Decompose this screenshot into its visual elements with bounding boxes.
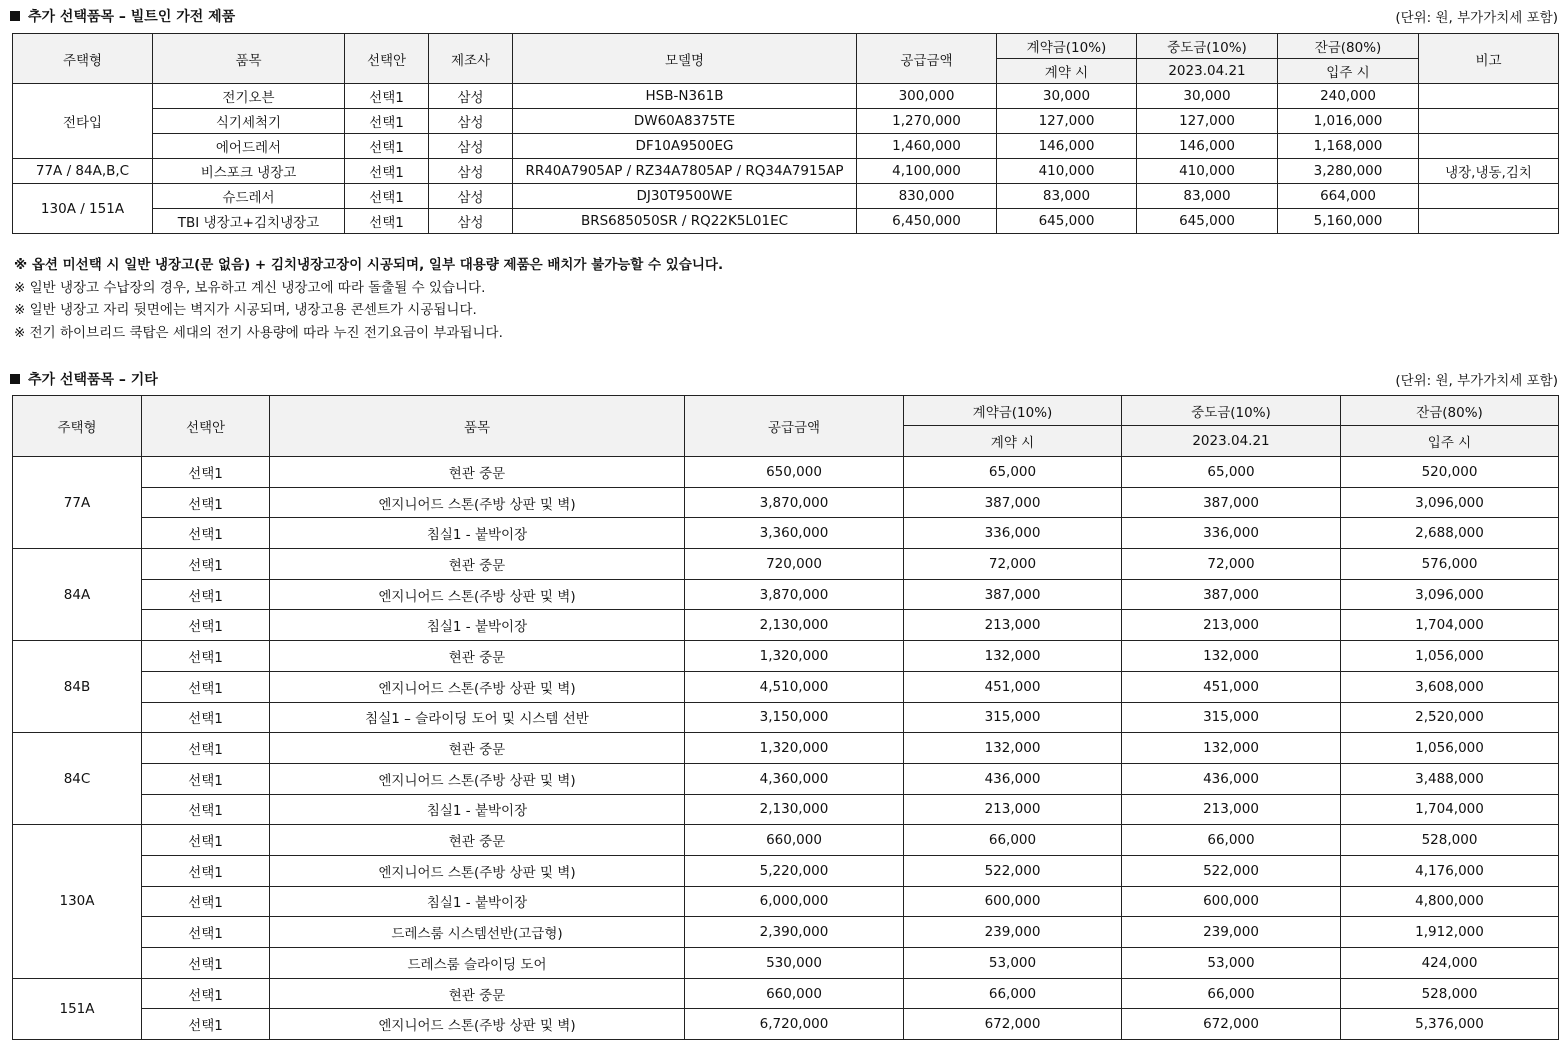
option-cell: 선택1 bbox=[142, 978, 270, 1009]
header-type: 주택형 bbox=[13, 34, 153, 84]
item-cell: 엔지니어드 스톤(주방 상판 및 벽) bbox=[270, 487, 685, 518]
balance-cell: 5,376,000 bbox=[1341, 1009, 1559, 1040]
deposit-cell: 600,000 bbox=[904, 886, 1122, 917]
item-cell: 엔지니어드 스톤(주방 상판 및 벽) bbox=[270, 671, 685, 702]
table-row bbox=[13, 794, 1559, 825]
price-cell: 1,320,000 bbox=[685, 641, 904, 672]
header-option: 선택안 bbox=[345, 34, 429, 84]
notes bbox=[14, 254, 723, 344]
price-cell: 3,360,000 bbox=[685, 518, 904, 549]
table-row bbox=[13, 733, 1559, 764]
item-cell: 침실1 – 슬라이딩 도어 및 시스템 선반 bbox=[270, 702, 685, 733]
item-cell: 현관 중문 bbox=[270, 549, 685, 580]
note-line: ※ 옵션 미선택 시 일반 냉장고(문 없음) + 김치냉장고장이 시공되며, 일부 대용량 제품은 배치가 불가능할 수 있습니다. bbox=[14, 257, 724, 273]
middle-cell: 336,000 bbox=[1122, 518, 1341, 549]
header-item: 품목 bbox=[270, 396, 685, 457]
option-cell: 선택1 bbox=[142, 794, 270, 825]
option-cell: 선택1 bbox=[345, 184, 429, 209]
note-cell bbox=[1419, 134, 1559, 159]
price-cell: 2,130,000 bbox=[685, 794, 904, 825]
item-cell: 침실1 - 붙박이장 bbox=[270, 518, 685, 549]
item-cell: 침실1 - 붙박이장 bbox=[270, 794, 685, 825]
header-price: 공급금액 bbox=[685, 396, 904, 457]
deposit-cell: 239,000 bbox=[904, 917, 1122, 948]
price-cell: 2,390,000 bbox=[685, 917, 904, 948]
item-cell: 침실1 - 붙박이장 bbox=[270, 886, 685, 917]
middle-cell: 213,000 bbox=[1122, 610, 1341, 641]
header-balance-sub: 입주 시 bbox=[1341, 426, 1559, 457]
middle-cell: 83,000 bbox=[1137, 184, 1278, 209]
item-cell: 드레스룸 시스템선반(고급형) bbox=[270, 917, 685, 948]
middle-cell: 127,000 bbox=[1137, 109, 1278, 134]
header-balance: 잔금(80%) bbox=[1341, 396, 1559, 426]
middle-cell: 387,000 bbox=[1122, 579, 1341, 610]
table-row bbox=[13, 159, 1559, 184]
middle-cell: 146,000 bbox=[1137, 134, 1278, 159]
option-cell: 선택1 bbox=[142, 518, 270, 549]
table-row bbox=[13, 978, 1559, 1009]
option-cell: 선택1 bbox=[142, 549, 270, 580]
deposit-cell: 127,000 bbox=[997, 109, 1137, 134]
middle-cell: 132,000 bbox=[1122, 641, 1341, 672]
model-cell: DJ30T9500WE bbox=[513, 184, 857, 209]
middle-cell: 66,000 bbox=[1122, 978, 1341, 1009]
balance-cell: 240,000 bbox=[1278, 84, 1419, 109]
note-cell bbox=[1419, 209, 1559, 234]
balance-cell: 664,000 bbox=[1278, 184, 1419, 209]
table-row bbox=[13, 184, 1559, 209]
balance-cell: 520,000 bbox=[1341, 457, 1559, 488]
option-cell: 선택1 bbox=[142, 671, 270, 702]
option-cell: 선택1 bbox=[142, 487, 270, 518]
price-cell: 3,150,000 bbox=[685, 702, 904, 733]
middle-cell: 30,000 bbox=[1137, 84, 1278, 109]
model-cell: DW60A8375TE bbox=[513, 109, 857, 134]
price-cell: 3,870,000 bbox=[685, 579, 904, 610]
deposit-cell: 336,000 bbox=[904, 518, 1122, 549]
option-cell: 선택1 bbox=[142, 825, 270, 856]
other-options-table bbox=[12, 395, 1559, 1040]
deposit-cell: 66,000 bbox=[904, 825, 1122, 856]
option-cell: 선택1 bbox=[142, 1009, 270, 1040]
balance-cell: 424,000 bbox=[1341, 948, 1559, 979]
table-row bbox=[13, 579, 1559, 610]
middle-cell: 410,000 bbox=[1137, 159, 1278, 184]
option-cell: 선택1 bbox=[142, 579, 270, 610]
item-cell: 드레스룸 슬라이딩 도어 bbox=[270, 948, 685, 979]
balance-cell: 3,608,000 bbox=[1341, 671, 1559, 702]
header-balance: 잔금(80%) bbox=[1278, 34, 1419, 59]
table-row bbox=[13, 886, 1559, 917]
option-cell: 선택1 bbox=[345, 134, 429, 159]
deposit-cell: 53,000 bbox=[904, 948, 1122, 979]
house-type-cell: 130A bbox=[13, 825, 142, 978]
option-cell: 선택1 bbox=[142, 641, 270, 672]
section1-title-text: 추가 선택품목 – 빌트인 가전 제품 bbox=[28, 9, 236, 25]
model-cell: HSB-N361B bbox=[513, 84, 857, 109]
middle-cell: 53,000 bbox=[1122, 948, 1341, 979]
item-cell: 엔지니어드 스톤(주방 상판 및 벽) bbox=[270, 579, 685, 610]
table-row bbox=[13, 1009, 1559, 1040]
item-cell: 슈드레서 bbox=[153, 184, 345, 209]
square-bullet-icon bbox=[10, 11, 20, 21]
house-type-cell: 151A bbox=[13, 978, 142, 1039]
option-cell: 선택1 bbox=[142, 610, 270, 641]
balance-cell: 1,168,000 bbox=[1278, 134, 1419, 159]
header-middle: 중도금(10%) bbox=[1137, 34, 1278, 59]
option-cell: 선택1 bbox=[345, 209, 429, 234]
middle-cell: 132,000 bbox=[1122, 733, 1341, 764]
table-row bbox=[13, 457, 1559, 488]
price-cell: 4,100,000 bbox=[857, 159, 997, 184]
item-cell: 현관 중문 bbox=[270, 978, 685, 1009]
price-cell: 660,000 bbox=[685, 978, 904, 1009]
balance-cell: 1,912,000 bbox=[1341, 917, 1559, 948]
header-middle: 중도금(10%) bbox=[1122, 396, 1341, 426]
balance-cell: 1,704,000 bbox=[1341, 794, 1559, 825]
middle-cell: 66,000 bbox=[1122, 825, 1341, 856]
price-cell: 720,000 bbox=[685, 549, 904, 580]
option-cell: 선택1 bbox=[142, 702, 270, 733]
table-row bbox=[13, 134, 1559, 159]
maker-cell: 삼성 bbox=[429, 134, 513, 159]
balance-cell: 4,800,000 bbox=[1341, 886, 1559, 917]
price-cell: 650,000 bbox=[685, 457, 904, 488]
header-deposit: 계약금(10%) bbox=[997, 34, 1137, 59]
house-type-cell: 전타입 bbox=[13, 84, 153, 159]
option-cell: 선택1 bbox=[142, 917, 270, 948]
table-row bbox=[13, 84, 1559, 109]
note-cell: 냉장,냉동,김치 bbox=[1419, 159, 1559, 184]
price-cell: 3,870,000 bbox=[685, 487, 904, 518]
option-cell: 선택1 bbox=[345, 159, 429, 184]
option-cell: 선택1 bbox=[142, 733, 270, 764]
maker-cell: 삼성 bbox=[429, 109, 513, 134]
balance-cell: 3,096,000 bbox=[1341, 579, 1559, 610]
maker-cell: 삼성 bbox=[429, 184, 513, 209]
header-maker: 제조사 bbox=[429, 34, 513, 84]
price-cell: 830,000 bbox=[857, 184, 997, 209]
middle-cell: 72,000 bbox=[1122, 549, 1341, 580]
section2-title-text: 추가 선택품목 – 기타 bbox=[28, 372, 158, 388]
option-cell: 선택1 bbox=[142, 948, 270, 979]
table-row bbox=[13, 948, 1559, 979]
price-cell: 300,000 bbox=[857, 84, 997, 109]
deposit-cell: 387,000 bbox=[904, 579, 1122, 610]
note-line: ※ 일반 냉장고 수납장의 경우, 보유하고 계신 냉장고에 따라 돌출될 수 있습니다. bbox=[14, 279, 486, 296]
price-cell: 6,450,000 bbox=[857, 209, 997, 234]
item-cell: 엔지니어드 스톤(주방 상판 및 벽) bbox=[270, 855, 685, 886]
balance-cell: 2,520,000 bbox=[1341, 702, 1559, 733]
price-cell: 660,000 bbox=[685, 825, 904, 856]
balance-cell: 1,056,000 bbox=[1341, 733, 1559, 764]
balance-cell: 3,280,000 bbox=[1278, 159, 1419, 184]
model-cell: DF10A9500EG bbox=[513, 134, 857, 159]
middle-cell: 436,000 bbox=[1122, 763, 1341, 794]
section1-title bbox=[10, 6, 235, 26]
deposit-cell: 315,000 bbox=[904, 702, 1122, 733]
header-deposit-sub: 계약 시 bbox=[997, 59, 1137, 84]
item-cell: 전기오븐 bbox=[153, 84, 345, 109]
maker-cell: 삼성 bbox=[429, 209, 513, 234]
deposit-cell: 65,000 bbox=[904, 457, 1122, 488]
square-bullet-icon bbox=[10, 374, 20, 384]
price-cell: 4,360,000 bbox=[685, 763, 904, 794]
item-cell: 현관 중문 bbox=[270, 457, 685, 488]
section1-unit: (단위: 원, 부가가치세 포함) bbox=[1395, 10, 1558, 26]
note-cell bbox=[1419, 184, 1559, 209]
middle-cell: 315,000 bbox=[1122, 702, 1341, 733]
balance-cell: 1,704,000 bbox=[1341, 610, 1559, 641]
table-row bbox=[13, 518, 1559, 549]
house-type-cell: 130A / 151A bbox=[13, 184, 153, 234]
deposit-cell: 645,000 bbox=[997, 209, 1137, 234]
balance-cell: 528,000 bbox=[1341, 825, 1559, 856]
price-cell: 530,000 bbox=[685, 948, 904, 979]
deposit-cell: 387,000 bbox=[904, 487, 1122, 518]
header-deposit: 계약금(10%) bbox=[904, 396, 1122, 426]
table-row bbox=[13, 610, 1559, 641]
price-cell: 6,720,000 bbox=[685, 1009, 904, 1040]
item-cell: 에어드레서 bbox=[153, 134, 345, 159]
middle-cell: 387,000 bbox=[1122, 487, 1341, 518]
option-cell: 선택1 bbox=[142, 763, 270, 794]
maker-cell: 삼성 bbox=[429, 84, 513, 109]
item-cell: 현관 중문 bbox=[270, 641, 685, 672]
balance-cell: 1,056,000 bbox=[1341, 641, 1559, 672]
item-cell: 현관 중문 bbox=[270, 733, 685, 764]
table-row bbox=[13, 109, 1559, 134]
balance-cell: 4,176,000 bbox=[1341, 855, 1559, 886]
table-row bbox=[13, 917, 1559, 948]
deposit-cell: 672,000 bbox=[904, 1009, 1122, 1040]
house-type-cell: 77A bbox=[13, 457, 142, 549]
middle-cell: 65,000 bbox=[1122, 457, 1341, 488]
deposit-cell: 522,000 bbox=[904, 855, 1122, 886]
deposit-cell: 30,000 bbox=[997, 84, 1137, 109]
note-cell bbox=[1419, 109, 1559, 134]
deposit-cell: 132,000 bbox=[904, 641, 1122, 672]
header-option: 선택안 bbox=[142, 396, 270, 457]
deposit-cell: 213,000 bbox=[904, 610, 1122, 641]
deposit-cell: 436,000 bbox=[904, 763, 1122, 794]
middle-cell: 600,000 bbox=[1122, 886, 1341, 917]
header-item: 품목 bbox=[153, 34, 345, 84]
price-cell: 1,460,000 bbox=[857, 134, 997, 159]
item-cell: 식기세척기 bbox=[153, 109, 345, 134]
model-cell: BRS685050SR / RQ22K5L01EC bbox=[513, 209, 857, 234]
item-cell: 침실1 - 붙박이장 bbox=[270, 610, 685, 641]
maker-cell: 삼성 bbox=[429, 159, 513, 184]
table-row bbox=[13, 641, 1559, 672]
note-line: ※ 일반 냉장고 자리 뒷면에는 벽지가 시공되며, 냉장고용 콘센트가 시공됩니다. bbox=[14, 302, 477, 318]
table-row bbox=[13, 671, 1559, 702]
header-balance-sub: 입주 시 bbox=[1278, 59, 1419, 84]
middle-cell: 239,000 bbox=[1122, 917, 1341, 948]
price-cell: 5,220,000 bbox=[685, 855, 904, 886]
option-cell: 선택1 bbox=[345, 84, 429, 109]
option-cell: 선택1 bbox=[142, 855, 270, 886]
section2-title bbox=[10, 369, 158, 389]
builtin-appliance-table bbox=[12, 33, 1559, 234]
note-line: ※ 전기 하이브리드 쿡탑은 세대의 전기 사용량에 따라 누진 전기요금이 부과됩니다. bbox=[14, 324, 503, 341]
price-cell: 2,130,000 bbox=[685, 610, 904, 641]
table-row bbox=[13, 763, 1559, 794]
balance-cell: 3,488,000 bbox=[1341, 763, 1559, 794]
middle-cell: 672,000 bbox=[1122, 1009, 1341, 1040]
table-row bbox=[13, 209, 1559, 234]
header-price: 공급금액 bbox=[857, 34, 997, 84]
balance-cell: 576,000 bbox=[1341, 549, 1559, 580]
header-model: 모델명 bbox=[513, 34, 857, 84]
note-cell bbox=[1419, 84, 1559, 109]
deposit-cell: 451,000 bbox=[904, 671, 1122, 702]
middle-cell: 451,000 bbox=[1122, 671, 1341, 702]
section2-unit: (단위: 원, 부가가치세 포함) bbox=[1395, 373, 1558, 389]
header-middle-sub: 2023.04.21 bbox=[1137, 59, 1278, 84]
balance-cell: 1,016,000 bbox=[1278, 109, 1419, 134]
deposit-cell: 132,000 bbox=[904, 733, 1122, 764]
house-type-cell: 84C bbox=[13, 733, 142, 825]
balance-cell: 3,096,000 bbox=[1341, 487, 1559, 518]
middle-cell: 213,000 bbox=[1122, 794, 1341, 825]
price-cell: 1,270,000 bbox=[857, 109, 997, 134]
header-deposit-sub: 계약 시 bbox=[904, 426, 1122, 457]
deposit-cell: 410,000 bbox=[997, 159, 1137, 184]
deposit-cell: 66,000 bbox=[904, 978, 1122, 1009]
price-cell: 1,320,000 bbox=[685, 733, 904, 764]
balance-cell: 2,688,000 bbox=[1341, 518, 1559, 549]
item-cell: 비스포크 냉장고 bbox=[153, 159, 345, 184]
middle-cell: 522,000 bbox=[1122, 855, 1341, 886]
model-cell: RR40A7905AP / RZ34A7805AP / RQ34A7915AP bbox=[513, 159, 857, 184]
option-cell: 선택1 bbox=[345, 109, 429, 134]
option-cell: 선택1 bbox=[142, 886, 270, 917]
header-type: 주택형 bbox=[13, 396, 142, 457]
deposit-cell: 146,000 bbox=[997, 134, 1137, 159]
table-row bbox=[13, 702, 1559, 733]
deposit-cell: 213,000 bbox=[904, 794, 1122, 825]
item-cell: 엔지니어드 스톤(주방 상판 및 벽) bbox=[270, 763, 685, 794]
item-cell: 현관 중문 bbox=[270, 825, 685, 856]
house-type-cell: 84A bbox=[13, 549, 142, 641]
deposit-cell: 72,000 bbox=[904, 549, 1122, 580]
middle-cell: 645,000 bbox=[1137, 209, 1278, 234]
house-type-cell: 84B bbox=[13, 641, 142, 733]
table-row bbox=[13, 487, 1559, 518]
header-middle-sub: 2023.04.21 bbox=[1122, 426, 1341, 457]
item-cell: TBI 냉장고+김치냉장고 bbox=[153, 209, 345, 234]
table-row bbox=[13, 855, 1559, 886]
table-row bbox=[13, 549, 1559, 580]
deposit-cell: 83,000 bbox=[997, 184, 1137, 209]
price-cell: 4,510,000 bbox=[685, 671, 904, 702]
price-cell: 6,000,000 bbox=[685, 886, 904, 917]
balance-cell: 528,000 bbox=[1341, 978, 1559, 1009]
option-cell: 선택1 bbox=[142, 457, 270, 488]
table-row bbox=[13, 825, 1559, 856]
house-type-cell: 77A / 84A,B,C bbox=[13, 159, 153, 184]
header-note: 비고 bbox=[1419, 34, 1559, 84]
balance-cell: 5,160,000 bbox=[1278, 209, 1419, 234]
item-cell: 엔지니어드 스톤(주방 상판 및 벽) bbox=[270, 1009, 685, 1040]
